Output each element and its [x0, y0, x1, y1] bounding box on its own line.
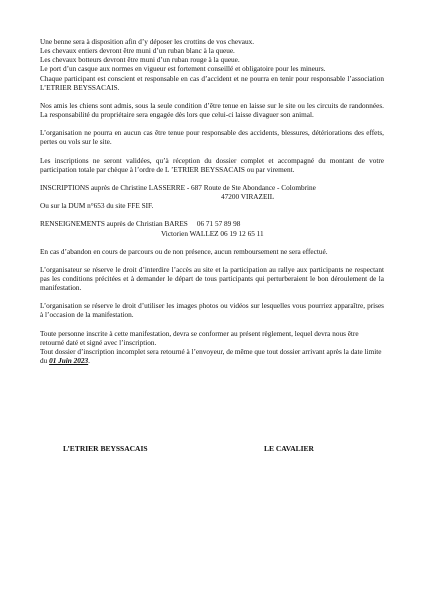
images-paragraph: L’organisation se réserve le droit d’utiliser les images photos ou vidéos sur lesquelles vous pourriez apparaître, prises à l’occasion de la manifestation. — [40, 302, 384, 320]
renseignements-line: RENSEIGNEMENTS auprès de Christian BARES 06 71 57 89 98 — [40, 220, 241, 229]
renseignements-section — [40, 220, 384, 238]
rules-deadline-line — [40, 348, 384, 366]
renseignements-contact: Victorien WALLEZ 06 19 12 65 11 — [161, 229, 264, 238]
signature-etrier: L’ETRIER BEYSSACAIS — [63, 444, 148, 453]
cancellation-paragraph: En cas d’abandon en cours de parcours ou de non présence, aucun remboursement ne sera effectué. — [40, 247, 328, 256]
paragraph-line: Les chevaux entiers devront être muni d’un ruban blanc à la queue. — [40, 47, 235, 56]
paragraph-line: Les chevaux botteurs devront être muni d’un ruban rouge à la queue. — [40, 56, 240, 65]
inscriptions-city: 47200 VIRAZEIL — [221, 193, 275, 202]
deadline-date: 01 Juin 2023 — [49, 357, 89, 366]
rules-section — [40, 330, 384, 367]
paragraph-line: Le port d’un casque aux normes en vigueur est fortement conseillé et obligatoire pour les mineurs. — [40, 65, 326, 74]
rules-line-text: Tout dossier d’inscription incomplet sera retourné à l’envoyeur, de même que tout dossier arrivant après la date limite du — [40, 347, 382, 366]
paragraph-line: Une benne sera à disposition afin d’y déposer les crottins de vos chevaux. — [40, 38, 255, 46]
inscriptions-section — [40, 184, 384, 211]
inscriptions-line: INSCRIPTIONS auprès de Christine LASSERRE - 687 Route de Ste Abondance - Colombrine — [40, 183, 316, 192]
liability-paragraph: L’organisation ne pourra en aucun cas être tenue pour responsable des accidents, blessures, détériorations des effets, pertes ou vols sur le site. — [40, 129, 384, 147]
inscriptions-online: Ou sur la DUM n°653 du site FFE SIF. — [40, 202, 154, 211]
rules-line: Toute personne inscrite à cette manifestation, devra se conformer au présent règlement, lequel devra nous être retourné daté et signé avec l’inscription. — [40, 329, 359, 347]
validation-paragraph: Les inscriptions ne seront validées, qu’à réception du dossier complet et accompagné du montant de votre participation totale par chèque à l’ordre de L ’ETRIER BEYSSACAIS ou par virement. — [40, 156, 384, 174]
paragraph-line: Chaque participant est conscient et responsable en cas d’accident et ne pourra en tenir pour responsable l’association L’ETRIER BEYSSACAIS. — [40, 74, 384, 92]
signature-cavalier: LE CAVALIER — [264, 444, 314, 453]
rights-paragraph: L’organisateur se réserve le droit d’interdire l’accès au site et la participation au rallye aux participants ne respectant pas les conditions précitées et à demander le départ de tous participants qui perturberaient le bon déroulement de la manifestation. — [40, 265, 384, 293]
horse-rules-section — [40, 38, 384, 93]
dogs-paragraph: Nos amis les chiens sont admis, sous la seule condition d’être tenue en laisse sur le site ou les circuits de randonnées. La responsabilité du propriétaire sera engagée dès lors que celui-ci laisse divaguer son animal. — [40, 101, 384, 120]
deadline-suffix: . — [88, 357, 90, 366]
